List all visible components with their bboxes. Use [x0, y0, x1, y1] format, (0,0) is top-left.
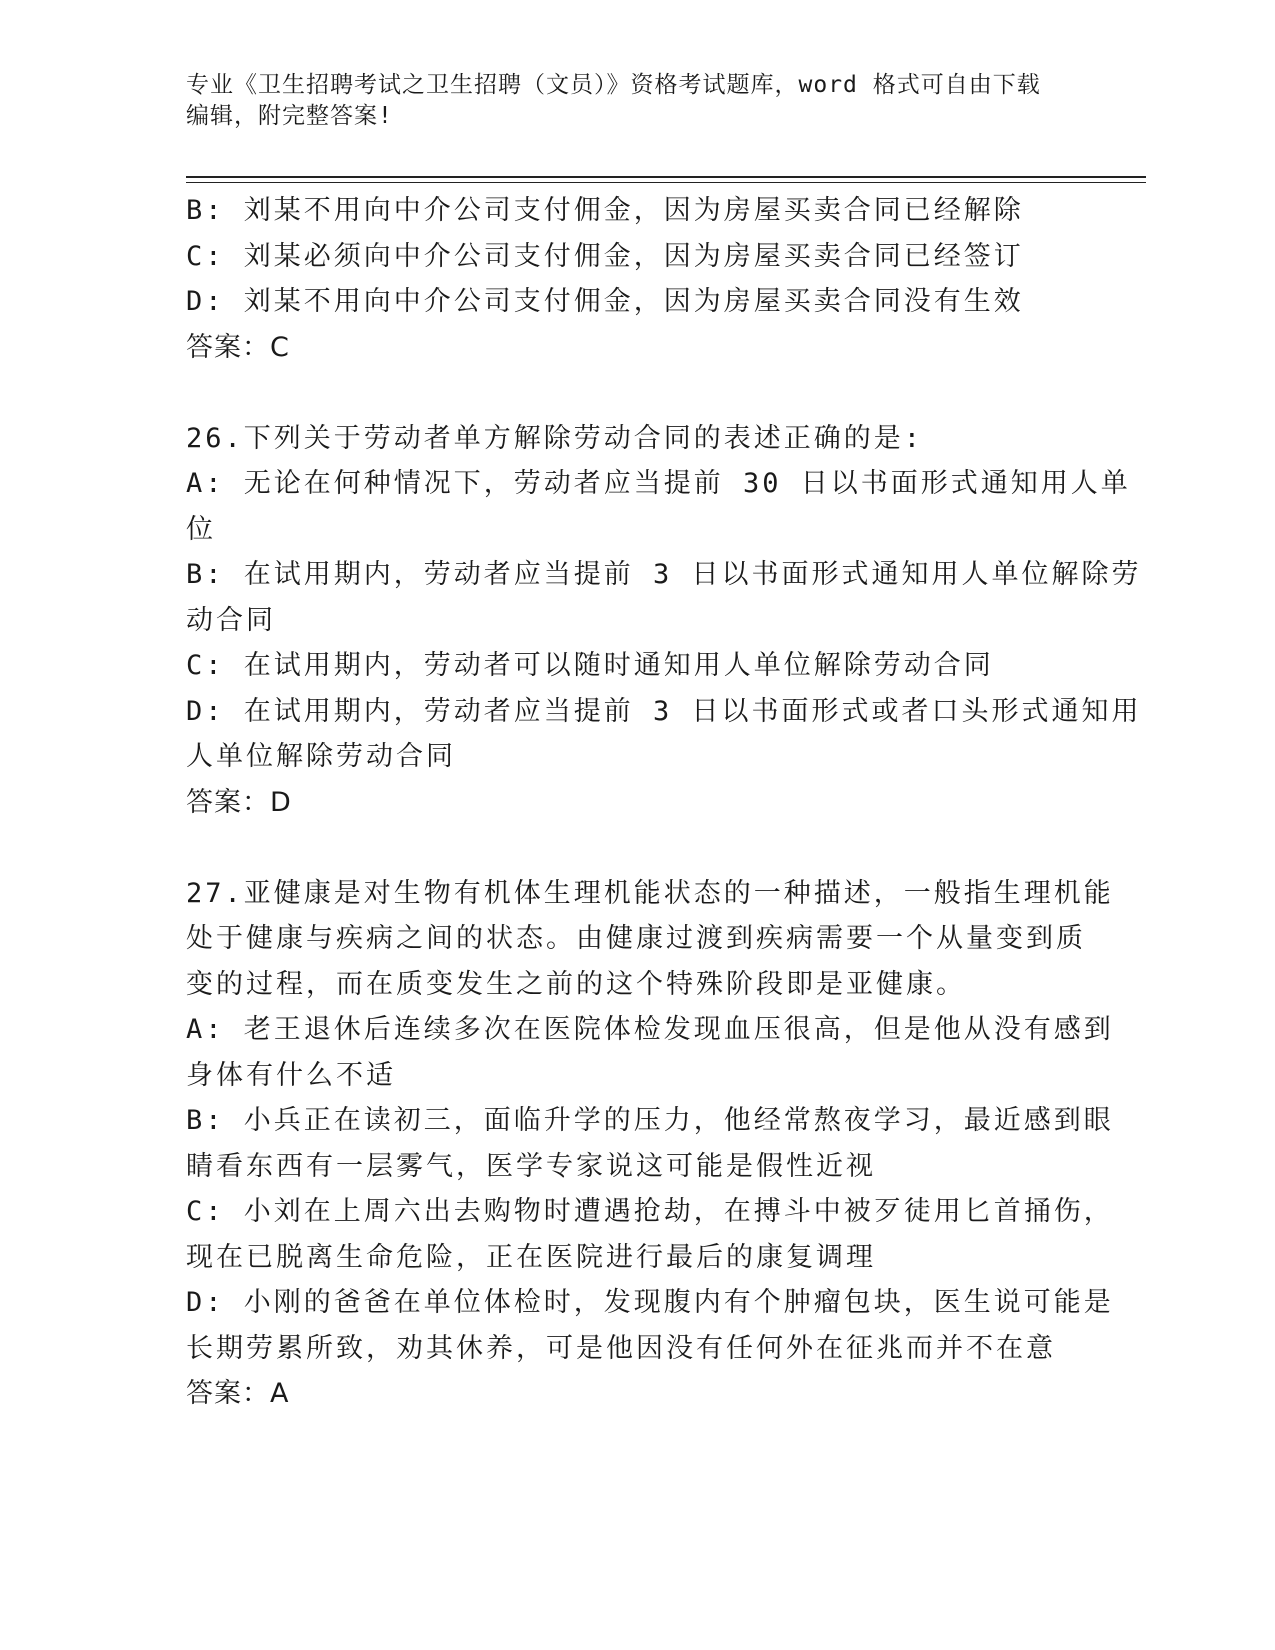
q27-stem-line-1: 27.亚健康是对生物有机体生理机能状态的一种描述，一般指生理机能 — [186, 877, 1114, 909]
q25-answer: 答案：C — [186, 331, 290, 363]
q26-option-d-line-2: 人单位解除劳动合同 — [186, 741, 456, 772]
q26-option-a-line-2: 位 — [186, 513, 216, 545]
q27-option-c-line-1: C: 小刘在上周六出去购物时遭遇抢劫，在搏斗中被歹徒用匕首捅伤， — [186, 1196, 1114, 1227]
q26-option-a-line-1: A: 无论在何种情况下，劳动者应当提前 30 日以书面形式通知用人单 — [186, 468, 1131, 499]
document-body — [186, 188, 1142, 1417]
spacer — [186, 825, 1086, 871]
q27-option-c-line-2: 现在已脱离生命危险，正在医院进行最后的康复调理 — [186, 1241, 876, 1273]
q26-stem: 26.下列关于劳动者单方解除劳动合同的表述正确的是: — [186, 422, 924, 454]
question-26 — [186, 416, 1142, 826]
page-header — [186, 70, 1066, 132]
q27-stem-line-3: 变的过程，而在质变发生之前的这个特殊阶段即是亚健康。 — [186, 968, 966, 1000]
question-25-fragment — [186, 188, 1086, 370]
q26-answer: 答案：D — [186, 786, 292, 818]
q26-option-d-line-1: D: 在试用期内，劳动者应当提前 3 日以书面形式或者口头形式通知用 — [186, 695, 1142, 727]
q26-option-b-line-1: B: 在试用期内，劳动者应当提前 3 日以书面形式通知用人单位解除劳 — [186, 559, 1142, 590]
q27-answer: 答案：A — [186, 1378, 290, 1409]
q25-option-c: C: 刘某必须向中介公司支付佣金，因为房屋买卖合同已经签订 — [186, 240, 1024, 272]
q27-option-d-line-1: D: 小刚的爸爸在单位体检时，发现腹内有个肿瘤包块，医生说可能是 — [186, 1287, 1114, 1318]
question-27 — [186, 871, 1114, 1417]
header-line-2: 编辑，附完整答案! — [186, 103, 393, 129]
q26-option-c: C: 在试用期内，劳动者可以随时通知用人单位解除劳动合同 — [186, 650, 994, 681]
q27-option-b-line-1: B: 小兵正在读初三，面临升学的压力，他经常熬夜学习，最近感到眼 — [186, 1105, 1114, 1136]
q27-option-a-line-1: A: 老王退休后连续多次在医院体检发现血压很高，但是他从没有感到 — [186, 1014, 1114, 1045]
q27-stem-line-2: 处于健康与疾病之间的状态。由健康过渡到疾病需要一个从量变到质 — [186, 923, 1086, 954]
q26-option-b-line-2: 动合同 — [186, 604, 276, 636]
spacer — [186, 370, 1086, 416]
header-divider — [186, 176, 1146, 183]
q27-option-d-line-2: 长期劳累所致，劝其休养，可是他因没有任何外在征兆而并不在意 — [186, 1332, 1056, 1364]
header-line-1: 专业《卫生招聘考试之卫生招聘（文员）》资格考试题库，word 格式可自由下载 — [186, 72, 1041, 98]
q25-option-d: D: 刘某不用向中介公司支付佣金，因为房屋买卖合同没有生效 — [186, 286, 1024, 317]
q27-option-a-line-2: 身体有什么不适 — [186, 1059, 396, 1091]
q25-option-b: B: 刘某不用向中介公司支付佣金，因为房屋买卖合同已经解除 — [186, 195, 1024, 226]
q27-option-b-line-2: 睛看东西有一层雾气，医学专家说这可能是假性近视 — [186, 1150, 876, 1182]
